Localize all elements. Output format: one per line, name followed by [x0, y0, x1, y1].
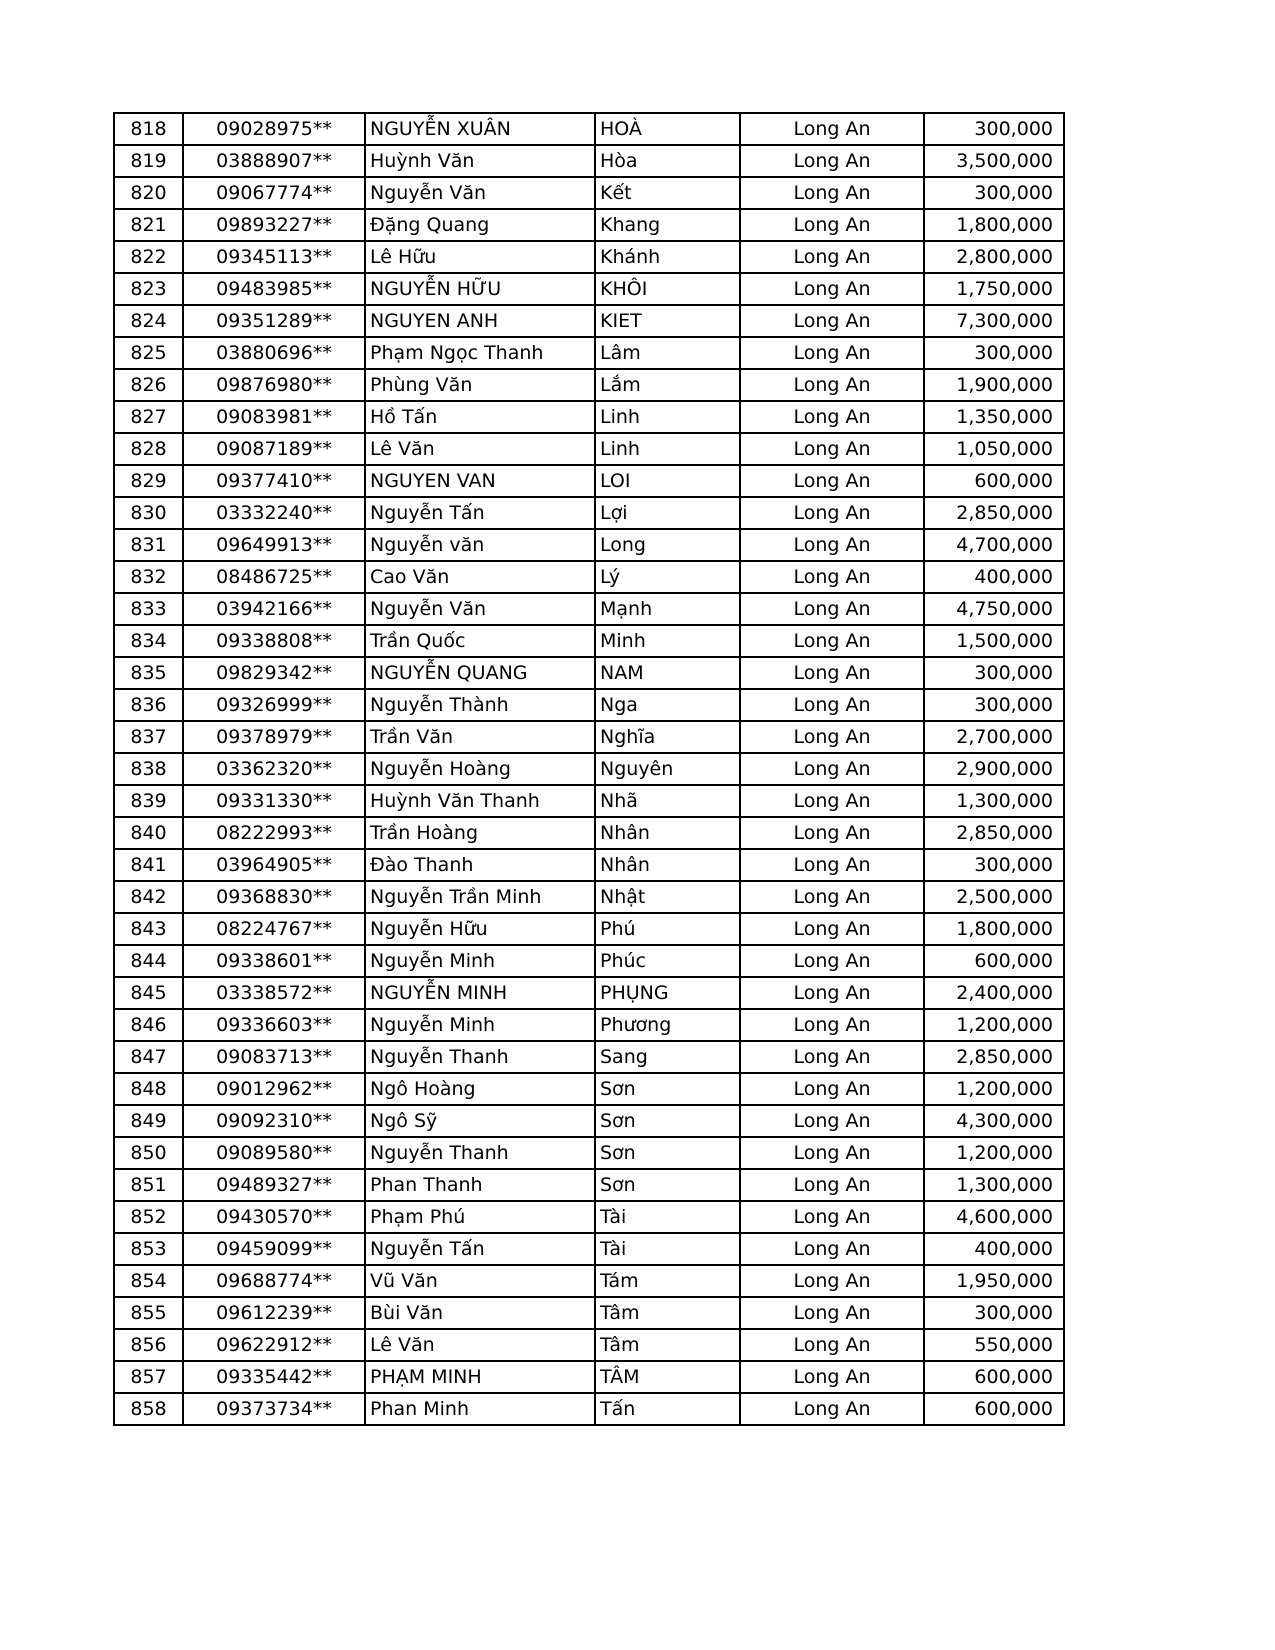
row-number-cell: 851 [114, 1169, 183, 1201]
row-number-cell: 819 [114, 145, 183, 177]
table-row [114, 177, 1064, 209]
table-row [114, 337, 1064, 369]
province-cell: Long An [740, 721, 924, 753]
row-number-cell: 837 [114, 721, 183, 753]
given-name-cell: Long [595, 529, 740, 561]
table-row [114, 977, 1064, 1009]
surname-cell: Nguyễn Trần Minh [365, 881, 595, 913]
given-name-cell: NAM [595, 657, 740, 689]
table-row [114, 1393, 1064, 1425]
province-cell: Long An [740, 1233, 924, 1265]
row-number-cell: 839 [114, 785, 183, 817]
province-cell: Long An [740, 529, 924, 561]
amount-cell: 600,000 [924, 1361, 1064, 1393]
phone-cell: 09377410** [183, 465, 365, 497]
given-name-cell: Phúc [595, 945, 740, 977]
surname-cell: Trần Văn [365, 721, 595, 753]
given-name-cell: Tài [595, 1233, 740, 1265]
phone-cell: 03362320** [183, 753, 365, 785]
phone-cell: 09459099** [183, 1233, 365, 1265]
surname-cell: Nguyễn Hữu [365, 913, 595, 945]
province-cell: Long An [740, 1041, 924, 1073]
row-number-cell: 828 [114, 433, 183, 465]
row-number-cell: 820 [114, 177, 183, 209]
amount-cell: 300,000 [924, 113, 1064, 145]
row-number-cell: 822 [114, 241, 183, 273]
province-cell: Long An [740, 785, 924, 817]
surname-cell: Nguyễn Văn [365, 593, 595, 625]
surname-cell: Hồ Tấn [365, 401, 595, 433]
row-number-cell: 856 [114, 1329, 183, 1361]
surname-cell: Phan Minh [365, 1393, 595, 1425]
province-cell: Long An [740, 657, 924, 689]
row-number-cell: 841 [114, 849, 183, 881]
amount-cell: 400,000 [924, 561, 1064, 593]
given-name-cell: Mạnh [595, 593, 740, 625]
amount-cell: 2,850,000 [924, 817, 1064, 849]
surname-cell: Nguyễn Tấn [365, 1233, 595, 1265]
phone-cell: 09067774** [183, 177, 365, 209]
surname-cell: Nguyễn Văn [365, 177, 595, 209]
table-row [114, 913, 1064, 945]
row-number-cell: 823 [114, 273, 183, 305]
province-cell: Long An [740, 689, 924, 721]
surname-cell: Lê Văn [365, 433, 595, 465]
given-name-cell: LOI [595, 465, 740, 497]
phone-cell: 09089580** [183, 1137, 365, 1169]
given-name-cell: Lâm [595, 337, 740, 369]
phone-cell: 09688774** [183, 1265, 365, 1297]
data-table [113, 112, 1065, 1426]
row-number-cell: 829 [114, 465, 183, 497]
phone-cell: 09336603** [183, 1009, 365, 1041]
table-row [114, 1233, 1064, 1265]
row-number-cell: 852 [114, 1201, 183, 1233]
surname-cell: Nguyễn Thành [365, 689, 595, 721]
table-row [114, 369, 1064, 401]
amount-cell: 300,000 [924, 177, 1064, 209]
amount-cell: 2,400,000 [924, 977, 1064, 1009]
table-row [114, 1169, 1064, 1201]
given-name-cell: Tấn [595, 1393, 740, 1425]
phone-cell: 09489327** [183, 1169, 365, 1201]
province-cell: Long An [740, 465, 924, 497]
given-name-cell: Linh [595, 401, 740, 433]
phone-cell: 09092310** [183, 1105, 365, 1137]
row-number-cell: 846 [114, 1009, 183, 1041]
given-name-cell: KHÔI [595, 273, 740, 305]
row-number-cell: 825 [114, 337, 183, 369]
surname-cell: Phan Thanh [365, 1169, 595, 1201]
given-name-cell: Nhã [595, 785, 740, 817]
given-name-cell: HOÀ [595, 113, 740, 145]
table-row [114, 657, 1064, 689]
table-row [114, 529, 1064, 561]
row-number-cell: 858 [114, 1393, 183, 1425]
row-number-cell: 821 [114, 209, 183, 241]
given-name-cell: Tâm [595, 1329, 740, 1361]
amount-cell: 1,800,000 [924, 209, 1064, 241]
given-name-cell: Khánh [595, 241, 740, 273]
row-number-cell: 818 [114, 113, 183, 145]
table-row [114, 1201, 1064, 1233]
given-name-cell: PHỤNG [595, 977, 740, 1009]
given-name-cell: Kết [595, 177, 740, 209]
province-cell: Long An [740, 561, 924, 593]
province-cell: Long An [740, 1137, 924, 1169]
amount-cell: 1,950,000 [924, 1265, 1064, 1297]
surname-cell: Nguyễn văn [365, 529, 595, 561]
row-number-cell: 830 [114, 497, 183, 529]
phone-cell: 09378979** [183, 721, 365, 753]
row-number-cell: 834 [114, 625, 183, 657]
table-row [114, 1105, 1064, 1137]
phone-cell: 09622912** [183, 1329, 365, 1361]
row-number-cell: 827 [114, 401, 183, 433]
province-cell: Long An [740, 177, 924, 209]
row-number-cell: 850 [114, 1137, 183, 1169]
table-row [114, 753, 1064, 785]
amount-cell: 3,500,000 [924, 145, 1064, 177]
row-number-cell: 826 [114, 369, 183, 401]
phone-cell: 09012962** [183, 1073, 365, 1105]
table-row [114, 1041, 1064, 1073]
surname-cell: Đặng Quang [365, 209, 595, 241]
phone-cell: 09326999** [183, 689, 365, 721]
table-row [114, 145, 1064, 177]
row-number-cell: 855 [114, 1297, 183, 1329]
province-cell: Long An [740, 849, 924, 881]
province-cell: Long An [740, 1265, 924, 1297]
row-number-cell: 844 [114, 945, 183, 977]
phone-cell: 09087189** [183, 433, 365, 465]
amount-cell: 2,500,000 [924, 881, 1064, 913]
surname-cell: NGUYỄN MINH [365, 977, 595, 1009]
table-row [114, 465, 1064, 497]
table-row [114, 561, 1064, 593]
surname-cell: Ngô Sỹ [365, 1105, 595, 1137]
phone-cell: 09649913** [183, 529, 365, 561]
surname-cell: Trần Quốc [365, 625, 595, 657]
table-row [114, 593, 1064, 625]
amount-cell: 300,000 [924, 337, 1064, 369]
surname-cell: Nguyễn Hoàng [365, 753, 595, 785]
province-cell: Long An [740, 145, 924, 177]
amount-cell: 1,300,000 [924, 1169, 1064, 1201]
amount-cell: 300,000 [924, 1297, 1064, 1329]
province-cell: Long An [740, 625, 924, 657]
given-name-cell: Hòa [595, 145, 740, 177]
province-cell: Long An [740, 433, 924, 465]
amount-cell: 2,800,000 [924, 241, 1064, 273]
table-row [114, 305, 1064, 337]
phone-cell: 09338601** [183, 945, 365, 977]
province-cell: Long An [740, 881, 924, 913]
phone-cell: 03964905** [183, 849, 365, 881]
phone-cell: 03338572** [183, 977, 365, 1009]
row-number-cell: 824 [114, 305, 183, 337]
row-number-cell: 840 [114, 817, 183, 849]
province-cell: Long An [740, 1105, 924, 1137]
given-name-cell: Linh [595, 433, 740, 465]
given-name-cell: Nhật [595, 881, 740, 913]
amount-cell: 400,000 [924, 1233, 1064, 1265]
amount-cell: 2,900,000 [924, 753, 1064, 785]
province-cell: Long An [740, 401, 924, 433]
phone-cell: 09335442** [183, 1361, 365, 1393]
surname-cell: Nguyễn Minh [365, 1009, 595, 1041]
amount-cell: 2,700,000 [924, 721, 1064, 753]
surname-cell: NGUYEN VAN [365, 465, 595, 497]
table-row [114, 721, 1064, 753]
province-cell: Long An [740, 913, 924, 945]
province-cell: Long An [740, 945, 924, 977]
table-row [114, 689, 1064, 721]
amount-cell: 1,300,000 [924, 785, 1064, 817]
amount-cell: 550,000 [924, 1329, 1064, 1361]
amount-cell: 1,500,000 [924, 625, 1064, 657]
phone-cell: 09338808** [183, 625, 365, 657]
surname-cell: Trần Hoàng [365, 817, 595, 849]
province-cell: Long An [740, 1297, 924, 1329]
province-cell: Long An [740, 593, 924, 625]
surname-cell: Phạm Ngọc Thanh [365, 337, 595, 369]
table-row [114, 817, 1064, 849]
given-name-cell: Sơn [595, 1073, 740, 1105]
phone-cell: 08486725** [183, 561, 365, 593]
province-cell: Long An [740, 305, 924, 337]
table-row [114, 1265, 1064, 1297]
amount-cell: 4,700,000 [924, 529, 1064, 561]
province-cell: Long An [740, 241, 924, 273]
row-number-cell: 848 [114, 1073, 183, 1105]
phone-cell: 09483985** [183, 273, 365, 305]
surname-cell: NGUYỄN HỮU [365, 273, 595, 305]
phone-cell: 03942166** [183, 593, 365, 625]
given-name-cell: Nhân [595, 817, 740, 849]
amount-cell: 2,850,000 [924, 1041, 1064, 1073]
given-name-cell: Sơn [595, 1169, 740, 1201]
surname-cell: Lê Văn [365, 1329, 595, 1361]
phone-cell: 09331330** [183, 785, 365, 817]
row-number-cell: 838 [114, 753, 183, 785]
surname-cell: Nguyễn Thanh [365, 1137, 595, 1169]
phone-cell: 09829342** [183, 657, 365, 689]
phone-cell: 09345113** [183, 241, 365, 273]
province-cell: Long An [740, 753, 924, 785]
amount-cell: 4,750,000 [924, 593, 1064, 625]
row-number-cell: 854 [114, 1265, 183, 1297]
row-number-cell: 836 [114, 689, 183, 721]
province-cell: Long An [740, 369, 924, 401]
phone-cell: 09893227** [183, 209, 365, 241]
given-name-cell: Nga [595, 689, 740, 721]
phone-cell: 03332240** [183, 497, 365, 529]
surname-cell: Bùi Văn [365, 1297, 595, 1329]
given-name-cell: Tâm [595, 1297, 740, 1329]
surname-cell: Phạm Phú [365, 1201, 595, 1233]
surname-cell: Ngô Hoàng [365, 1073, 595, 1105]
surname-cell: Nguyễn Thanh [365, 1041, 595, 1073]
table-row [114, 849, 1064, 881]
phone-cell: 09612239** [183, 1297, 365, 1329]
row-number-cell: 847 [114, 1041, 183, 1073]
row-number-cell: 833 [114, 593, 183, 625]
province-cell: Long An [740, 1073, 924, 1105]
given-name-cell: Lợi [595, 497, 740, 529]
surname-cell: Lê Hữu [365, 241, 595, 273]
given-name-cell: Nghĩa [595, 721, 740, 753]
amount-cell: 600,000 [924, 465, 1064, 497]
surname-cell: NGUYỄN QUANG [365, 657, 595, 689]
given-name-cell: Minh [595, 625, 740, 657]
phone-cell: 09028975** [183, 113, 365, 145]
table-row [114, 433, 1064, 465]
province-cell: Long An [740, 113, 924, 145]
given-name-cell: KIET [595, 305, 740, 337]
table-row [114, 1073, 1064, 1105]
table-row [114, 785, 1064, 817]
province-cell: Long An [740, 1329, 924, 1361]
amount-cell: 300,000 [924, 849, 1064, 881]
province-cell: Long An [740, 1169, 924, 1201]
phone-cell: 08222993** [183, 817, 365, 849]
amount-cell: 1,750,000 [924, 273, 1064, 305]
table-row [114, 625, 1064, 657]
given-name-cell: Phú [595, 913, 740, 945]
surname-cell: Nguyễn Minh [365, 945, 595, 977]
given-name-cell: Lắm [595, 369, 740, 401]
table-row [114, 241, 1064, 273]
row-number-cell: 849 [114, 1105, 183, 1137]
amount-cell: 1,200,000 [924, 1009, 1064, 1041]
surname-cell: Nguyễn Tấn [365, 497, 595, 529]
surname-cell: Huỳnh Văn [365, 145, 595, 177]
row-number-cell: 845 [114, 977, 183, 1009]
amount-cell: 1,050,000 [924, 433, 1064, 465]
phone-cell: 09351289** [183, 305, 365, 337]
surname-cell: NGUYEN ANH [365, 305, 595, 337]
given-name-cell: Khang [595, 209, 740, 241]
surname-cell: Vũ Văn [365, 1265, 595, 1297]
province-cell: Long An [740, 977, 924, 1009]
amount-cell: 600,000 [924, 945, 1064, 977]
amount-cell: 7,300,000 [924, 305, 1064, 337]
row-number-cell: 842 [114, 881, 183, 913]
province-cell: Long An [740, 273, 924, 305]
phone-cell: 03888907** [183, 145, 365, 177]
surname-cell: PHẠM MINH [365, 1361, 595, 1393]
amount-cell: 600,000 [924, 1393, 1064, 1425]
row-number-cell: 857 [114, 1361, 183, 1393]
amount-cell: 1,900,000 [924, 369, 1064, 401]
given-name-cell: Nguyên [595, 753, 740, 785]
surname-cell: Cao Văn [365, 561, 595, 593]
amount-cell: 1,350,000 [924, 401, 1064, 433]
given-name-cell: Sang [595, 1041, 740, 1073]
table-row [114, 209, 1064, 241]
surname-cell: NGUYỄN XUÂN [365, 113, 595, 145]
province-cell: Long An [740, 1361, 924, 1393]
province-cell: Long An [740, 497, 924, 529]
row-number-cell: 835 [114, 657, 183, 689]
amount-cell: 4,600,000 [924, 1201, 1064, 1233]
table-row [114, 113, 1064, 145]
surname-cell: Phùng Văn [365, 369, 595, 401]
table-row [114, 273, 1064, 305]
amount-cell: 1,800,000 [924, 913, 1064, 945]
phone-cell: 09368830** [183, 881, 365, 913]
province-cell: Long An [740, 1009, 924, 1041]
table-row [114, 1137, 1064, 1169]
province-cell: Long An [740, 1201, 924, 1233]
given-name-cell: Sơn [595, 1137, 740, 1169]
phone-cell: 09876980** [183, 369, 365, 401]
row-number-cell: 832 [114, 561, 183, 593]
given-name-cell: Phương [595, 1009, 740, 1041]
given-name-cell: Tài [595, 1201, 740, 1233]
province-cell: Long An [740, 209, 924, 241]
phone-cell: 03880696** [183, 337, 365, 369]
province-cell: Long An [740, 337, 924, 369]
given-name-cell: Lý [595, 561, 740, 593]
amount-cell: 1,200,000 [924, 1073, 1064, 1105]
amount-cell: 4,300,000 [924, 1105, 1064, 1137]
phone-cell: 08224767** [183, 913, 365, 945]
table-row [114, 881, 1064, 913]
row-number-cell: 831 [114, 529, 183, 561]
province-cell: Long An [740, 817, 924, 849]
table-row [114, 1361, 1064, 1393]
table-row [114, 1329, 1064, 1361]
amount-cell: 300,000 [924, 657, 1064, 689]
given-name-cell: Tám [595, 1265, 740, 1297]
amount-cell: 2,850,000 [924, 497, 1064, 529]
phone-cell: 09373734** [183, 1393, 365, 1425]
row-number-cell: 843 [114, 913, 183, 945]
amount-cell: 1,200,000 [924, 1137, 1064, 1169]
phone-cell: 09083713** [183, 1041, 365, 1073]
surname-cell: Đào Thanh [365, 849, 595, 881]
table-body [114, 113, 1064, 1425]
table-row [114, 1009, 1064, 1041]
phone-cell: 09430570** [183, 1201, 365, 1233]
given-name-cell: Nhân [595, 849, 740, 881]
amount-cell: 300,000 [924, 689, 1064, 721]
table-row [114, 1297, 1064, 1329]
row-number-cell: 853 [114, 1233, 183, 1265]
table-row [114, 497, 1064, 529]
province-cell: Long An [740, 1393, 924, 1425]
given-name-cell: TÂM [595, 1361, 740, 1393]
table-row [114, 945, 1064, 977]
table-row [114, 401, 1064, 433]
phone-cell: 09083981** [183, 401, 365, 433]
given-name-cell: Sơn [595, 1105, 740, 1137]
surname-cell: Huỳnh Văn Thanh [365, 785, 595, 817]
